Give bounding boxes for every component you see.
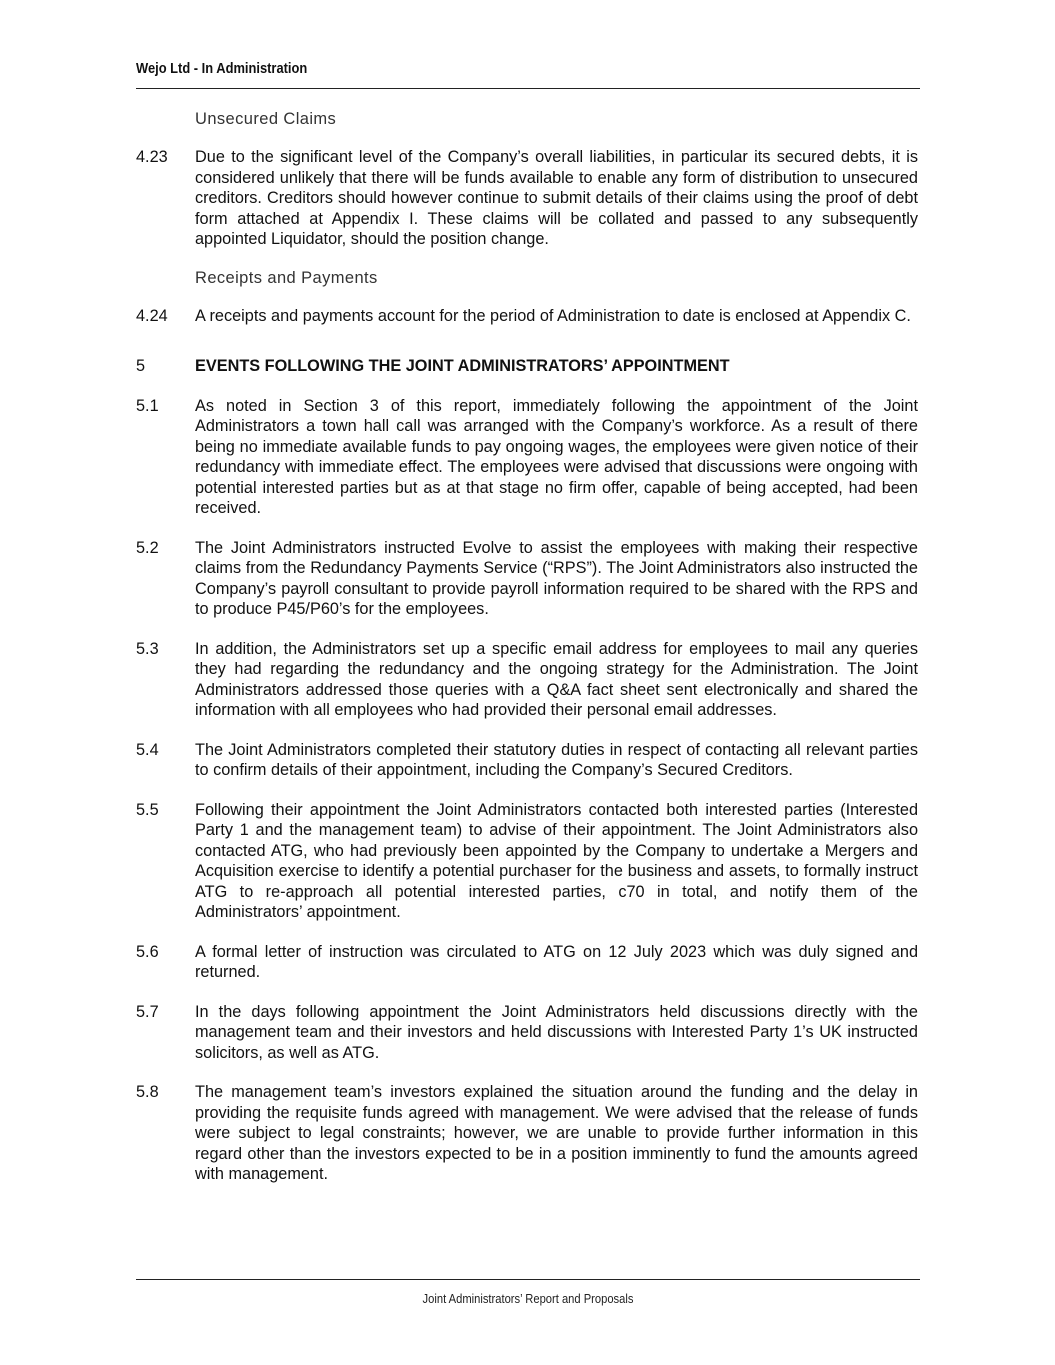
paragraph-number: 5.3 <box>136 639 159 658</box>
section-title: EVENTS FOLLOWING THE JOINT ADMINISTRATORS’ APPOINTMENT <box>195 357 730 375</box>
paragraph-5-8 <box>136 1082 918 1185</box>
document-title: Wejo Ltd - In Administration <box>136 60 308 77</box>
paragraph-5-5 <box>136 800 918 923</box>
paragraph-number: 5.6 <box>136 942 159 961</box>
paragraph-text: In addition, the Administrators set up a specific email address for employees to mail any queries they had regarding the redundancy and the ongoing strategy for the Administration. The Joint Administrators addressed those queries with a Q&A fact sheet sent electronically and shared the information with all employees who had provided their personal email addresses. <box>195 639 918 719</box>
section-number: 5 <box>136 357 146 375</box>
paragraph-5-3 <box>136 639 918 721</box>
paragraph-4-24 <box>136 306 918 327</box>
paragraph-text: The management team’s investors explained the situation around the funding and the delay in providing the requisite funds agreed with management. We were advised that the release of funds were subject to legal constraints; however, we are unable to provide further information in this regard other than the investors expected to be in a position imminently to fund the amounts agreed with management. <box>195 1083 918 1183</box>
paragraph-5-7 <box>136 1002 918 1064</box>
paragraph-number: 5.8 <box>136 1083 159 1101</box>
page-footer <box>136 1279 920 1306</box>
paragraph-5-6 <box>136 942 918 983</box>
paragraph-5-1 <box>136 396 918 519</box>
document-body <box>136 110 918 1204</box>
footer-text: Joint Administrators’ Report and Proposals <box>422 1291 634 1306</box>
section-5-heading <box>136 356 918 377</box>
paragraph-number: 5.5 <box>136 800 159 819</box>
paragraph-text: A receipts and payments account for the period of Administration to date is enclosed at Appendix C. <box>195 306 911 325</box>
paragraph-number: 5.1 <box>136 396 159 415</box>
paragraph-text: The Joint Administrators completed their statutory duties in respect of contacting all relevant parties to confirm details of their appointment, including the Company’s Secured Creditors. <box>195 740 918 779</box>
paragraph-number: 5.7 <box>136 1002 159 1021</box>
subheading-unsecured-claims: Unsecured Claims <box>195 110 337 128</box>
paragraph-4-23 <box>136 147 918 250</box>
paragraph-number: 4.23 <box>136 148 168 166</box>
paragraph-number: 5.2 <box>136 538 159 557</box>
page-header <box>136 58 920 89</box>
paragraph-5-4 <box>136 740 918 781</box>
paragraph-text: Following their appointment the Joint Administrators contacted both interested parties (Interested Party 1 and the management team) to advise of their appointment. The Joint Administrators also contacted ATG, who had previously been appointed by the Company to undertake a Mergers and Acquisition exercise to identify a potential purchaser for the business and assets, to formally instruct ATG to re-approach all potential interested parties, c70 in total, and notify them of the Administrators’ appointment. <box>195 800 918 921</box>
subheading-receipts-payments: Receipts and Payments <box>195 268 378 287</box>
paragraph-number: 5.4 <box>136 740 159 759</box>
paragraph-text: The Joint Administrators instructed Evolve to assist the employees with making their respective claims from the Redundancy Payments Service (“RPS”). The Joint Administrators also instructed the Company’s payroll consultant to provide payroll information required to be shared with the RPS and to produce P45/P60’s for the employees. <box>195 538 918 618</box>
paragraph-text: Due to the significant level of the Company’s overall liabilities, in particular its secured debts, it is considered unlikely that there will be funds available to enable any form of distribution to unsecured creditors. Creditors should however continue to submit details of their claims using the proof of debt form attached at Appendix I. These claims will be collated and passed to any subsequently appointed Liquidator, should the position change. <box>195 148 918 248</box>
paragraph-number: 4.24 <box>136 306 168 325</box>
paragraph-text: A formal letter of instruction was circulated to ATG on 12 July 2023 which was duly signed and returned. <box>195 942 918 981</box>
paragraph-5-2 <box>136 538 918 620</box>
paragraph-text: In the days following appointment the Joint Administrators held discussions directly with the management team and their investors and held discussions with Interested Party 1’s UK instructed solicitors, as well as ATG. <box>195 1002 918 1062</box>
paragraph-text: As noted in Section 3 of this report, immediately following the appointment of the Joint Administrators a town hall call was arranged with the Company’s workforce. As a result of there being no immediate available funds to pay ongoing wages, the employees were given notice of their redundancy with immediate effect. The employees were advised that discussions were ongoing with potential interested parties but as at that stage no firm offer, capable of being accepted, had been received. <box>195 396 918 517</box>
